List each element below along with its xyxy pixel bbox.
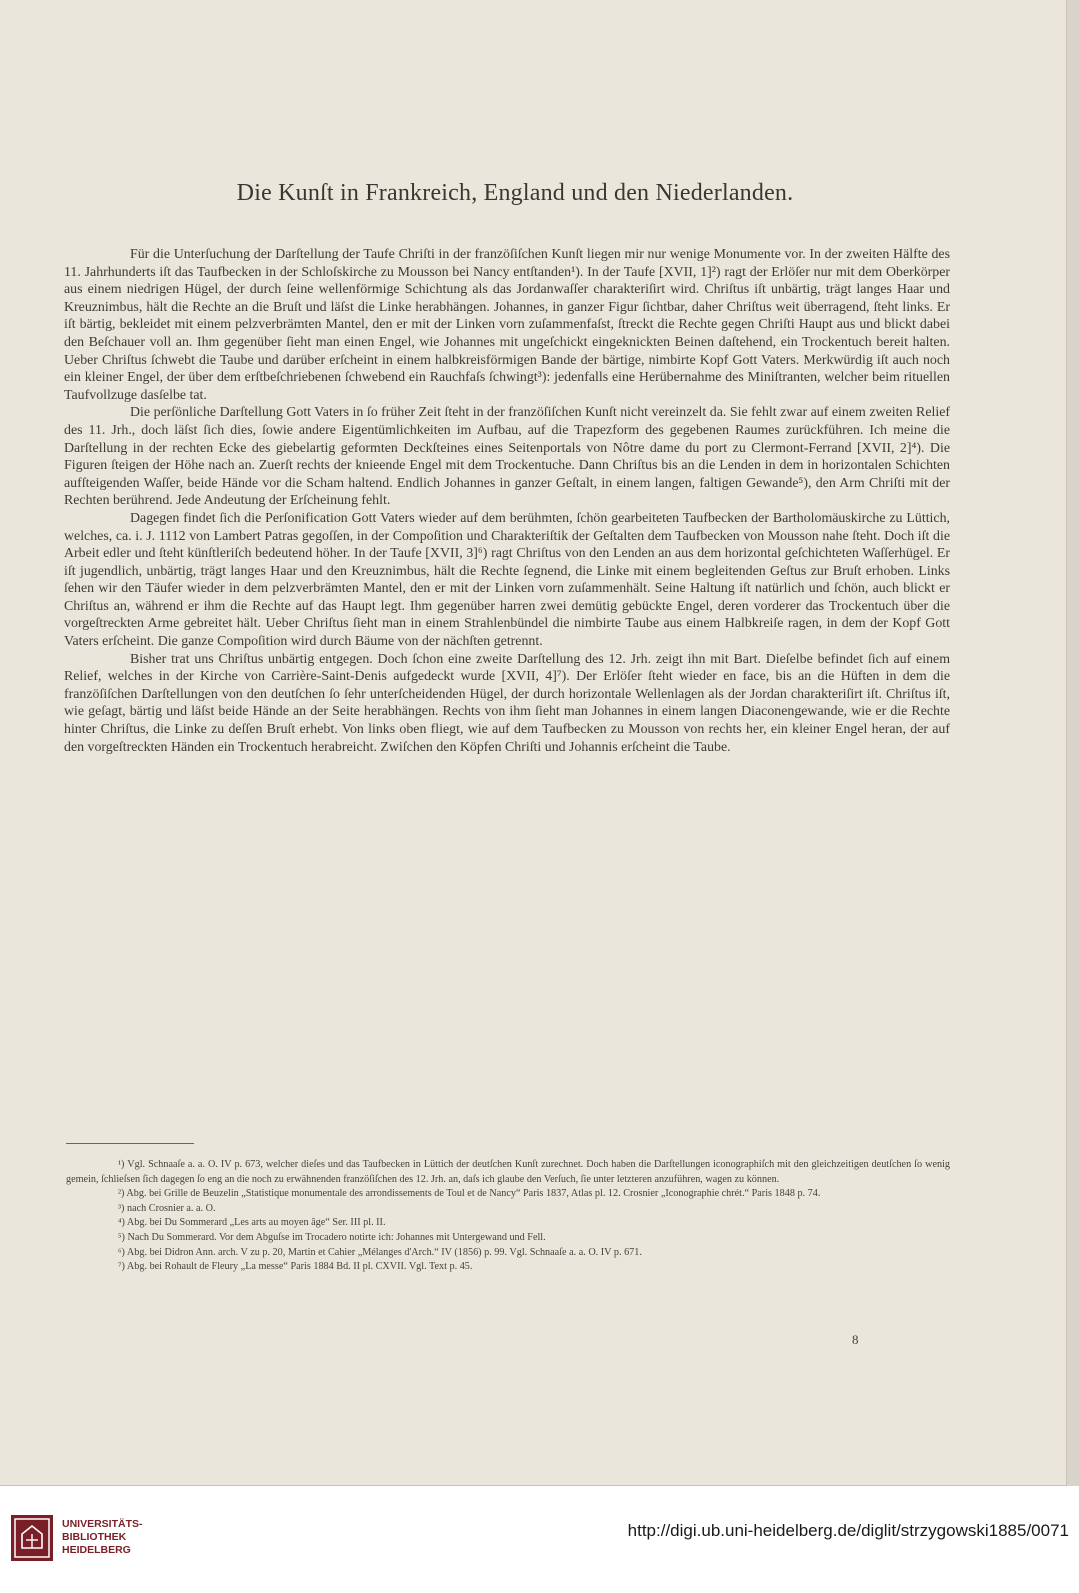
paragraph: Dagegen findet ſich die Perſonification Gott Vaters wieder auf dem berühmten, ſchön gearbeiteten Taufbecken der Bartholomäuskirche zu Lüttich, welches, ca. i. J. 1112 von Lambert Patras gegoſſen, in der Compoſition und Charakteriſtik der Geſtalten dem Taufbecken von Mousson nahe ſteht. Doch iſt die Arbeit edler und ſteht künſtleriſch bedeutend höher. In der Taufe [XVII, 3]⁶) ragt Chriſtus von den Lenden an aus dem horizontal geſchichteten Waſſerhügel. Er iſt jugendlich, unbärtig, trägt langes Haar und den Kreuznimbus, hält die Rechte ſegnend, die Linke mit einem begleitenden Geſtus zur Bruſt erhoben. Links ſehen wir den Täufer wieder in dem pelzverbrämten Mantel, den er mit der Linken vorn zuſammenhält. Seine Haltung iſt natürlich und ſchön, auch blickt er Chriſtus an, während er ihm die Rechte auf das Haupt legt. Ihm gegenüber harren zwei demütig gebückte Engel, deren vorderer das Trockentuch über die vorgeſtreckten Arme gebreitet hält. Ueber Chriſtus ſieht man in einem Strahlenbündel die nimbirte Taube aus einem Halbkreiſe ragen, in dem der Kopf Gott Vaters erſcheint. Die ganze Compoſition wird durch Bäume von der nächſten getrennt. <box>64 510 950 650</box>
footnote: ⁴) Abg. bei Du Sommerard „Les arts au moyen âge“ Ser. III pl. II. <box>118 1217 386 1229</box>
footnote: ⁵) Nach Du Sommerard. Vor dem Abguſse im Trocadero notirte ich: Johannes mit Untergewand und Fell. <box>118 1231 546 1243</box>
university-seal-icon <box>10 1514 54 1562</box>
paragraph: Für die Unterſuchung der Darſtellung der Taufe Chriſti in der franzöſiſchen Kunſt liegen mir nur wenige Monumente vor. In der zweiten Hälfte des 11. Jahrhunderts iſt das Taufbecken in der Schloſskirche zu Mousson bei Nancy entſtanden¹). In der Taufe [XVII, 1]²) ragt der Erlöſer nur mit dem Oberkörper aus einem niedrigen Hügel, der durch ſeine wellenförmige Schichtung als das Jordanwaſſer charakteriſirt wird. Chriſtus iſt unbärtig, trägt langes Haar und Kreuznimbus, hält die Rechte an die Bruſt und läſst die Linke herabhängen. Johannes, in ganzer Figur ſichtbar, daher Chriſtus weit überragend, ſteht links. Er iſt bärtig, bekleidet mit einem pelzverbrämten Mantel, den er mit der Linken vorn zuſammenfaſst, ſtreckt die Rechte gegen Chriſti Haupt aus und blickt dabei den Beſchauer voll an. Ihm gegenüber ſieht man einen Engel, wie Johannes mit ungeſchickt eingeknickten Beinen daſtehend, ein Trockentuch bereit halten. Ueber Chriſtus ſchwebt die Taube und darüber erſcheint in einem halbkreisförmigen Bande der bärtige, nimbirte Kopf Gott Vaters. Merkwürdig iſt auch noch ein kleiner Engel, der über dem erſtbeſchriebenen ſchwebend ein Rauchfaſs ſchwingt³): jedenfalls eine Herübernahme des Miniſtranten, welcher beim rituellen Taufvollzuge dasſelbe tat. <box>64 247 950 403</box>
body-text <box>64 246 950 756</box>
library-name: UNIVERSITÄTS- BIBLIOTHEK HEIDELBERG <box>62 1518 143 1556</box>
footnote: ⁶) Abg. bei Didron Ann. arch. V zu p. 20, Martin et Cahier „Mélanges d'Arch.“ IV (1856) p. 99. Vgl. Schnaaſe a. a. O. IV p. 671. <box>118 1246 642 1258</box>
page-title: Die Kunſt in Frankreich, England und den Niederlanden. <box>236 180 794 206</box>
source-url-link[interactable]: http://digi.ub.uni-heidelberg.de/diglit/strzygowski1885/0071 <box>627 1521 1069 1540</box>
library-footer <box>0 1486 1079 1593</box>
paragraph: Bisher trat uns Chriſtus unbärtig entgegen. Doch ſchon eine zweite Darſtellung des 12. Jrh. zeigt ihn mit Bart. Dieſelbe befindet ſich auf einem Relief, welches in der Kirche von Carrière-Saint-Denis aufgedeckt wurde [XVII, 4]⁷). Der Erlöſer ſteht wieder en face, bis an die Hüften in dem die franzöſiſchen Darſtellungen von den deutſchen ſo ſehr unterſcheidenden Hügel, der durch horizontale Wellenlagen als der Jordan charakteriſirt iſt. Chriſtus iſt, wie geſagt, bärtig und läſst beide Hände an der Seite herabhängen. Rechts von ihm ſieht man Johannes in einem langen Diaconengewande, wie er die Rechte hinter Chriſtus, die Linke zu deſſen Bruſt erhebt. Von links oben fliegt, wie auf dem Taufbecken zu Mousson von rechts her, ein kleiner Engel heran, der auf den vorgeſtreckten Händen ein Trockentuch herabreicht. Zwiſchen den Köpfen Chriſti und Johannis erſcheint die Taube. <box>64 651 950 755</box>
page-number: 8 <box>852 1332 859 1347</box>
footnote: ⁷) Abg. bei Rohault de Fleury „La messe“ Paris 1884 Bd. II pl. CXVII. Vgl. Text p. 45. <box>118 1261 473 1273</box>
footnote-divider <box>66 1143 194 1144</box>
footnote: ²) Abg. bei Grille de Beuzelin „Statistique monumentale des arrondissements de Toul et de Nancy“ Paris 1837, Atlas pl. 12. Crosnier „Iconographie chrét.“ Paris 1848 p. 74. <box>118 1188 821 1200</box>
paragraph: Die perſönliche Darſtellung Gott Vaters in ſo früher Zeit ſteht in der franzöſiſchen Kunſt nicht vereinzelt da. Sie fehlt zwar auf einem zweiten Relief des 11. Jrh., doch läſst ſich dies, ſowie andere Eigentümlichkeiten im Aufbau, auf die Trapezform des gegebenen Raumes zurückführen. Ich meine die Darſtellung in der rechten Ecke des giebelartig geformten Deckſteines eines Seitenportals von Nôtre dame du port zu Clermont-Ferrand [XVII, 2]⁴). Die Figuren ſteigen der Höhe nach an. Zuerſt rechts der knieende Engel mit dem Trockentuche. Dann Chriſtus bis an die Lenden in dem in horizontalen Schichten aufſteigenden Waſſer, beide Hände vor die Scham haltend. Endlich Johannes in ganzer Geſtalt, in einem langen, faltigen Gewande⁵), den Arm Chriſti mit der Rechten berührend. Jede Andeutung der Erſcheinung fehlt. <box>64 405 950 509</box>
footnote: ³) nach Crosnier a. a. O. <box>118 1202 216 1214</box>
footnotes <box>66 1158 950 1275</box>
footnote: ¹) Vgl. Schnaaſe a. a. O. IV p. 673, welcher dieſes und das Taufbecken in Lüttich der deutſchen Kunſt zurechnet. Doch haben die Darſtellungen iconographiſch mit den gleichzeitigen deutſchen ſo wenig gemein, ſchlieſsen ſich dagegen ſo eng an die noch zu erwähnenden franzöſiſchen des 12. Jrh. an, daſs ich glaube den Verſuch, ſie unter letzteren anzuführen, wagen zu können. <box>66 1159 950 1185</box>
